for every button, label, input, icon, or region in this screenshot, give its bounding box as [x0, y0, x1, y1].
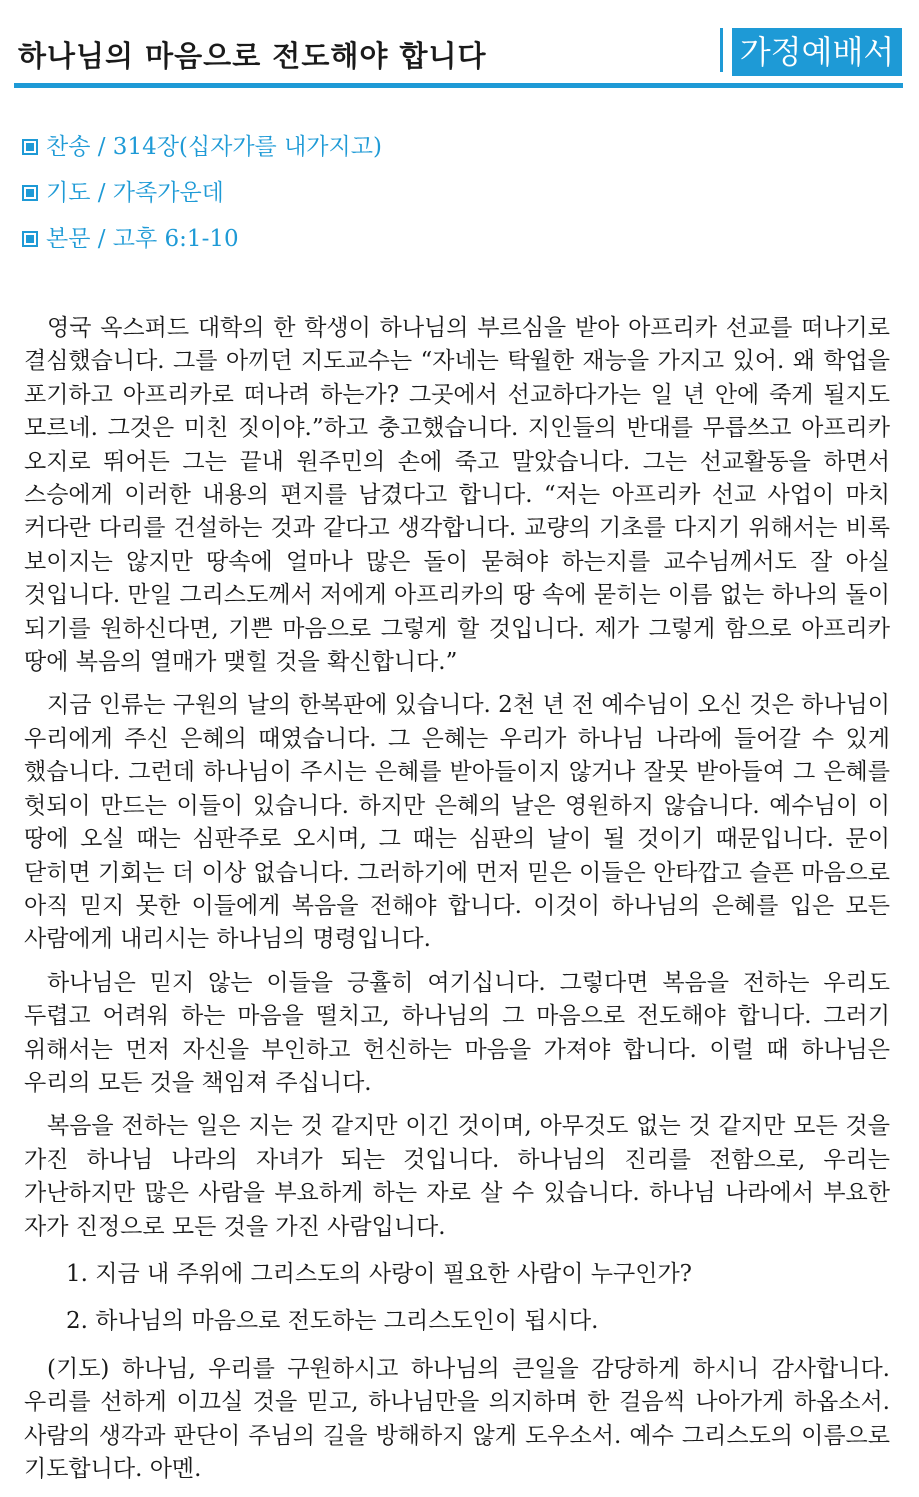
question-item: 1. 지금 내 주위에 그리스도의 사랑이 필요한 사람이 누구인가? [66, 1260, 692, 1287]
article-body [24, 312, 890, 1496]
paragraph: 하나님은 믿지 않는 이들을 긍휼히 여기십니다. 그렇다면 복음을 전하는 우리도 두렵고 어려워 하는 마음을 떨치고, 하나님의 그 마음으로 전도해야 합니다. 그러기 위해서는 먼저 자신을 부인하고 헌신하는 마음을 가져야 합니다. 이럴 때 하나님은 우리의 모든 것을 책임져 주십니다. [24, 969, 890, 1096]
meta-hymn-text: 찬송 / 314장(십자가를 내가지고) [46, 134, 382, 160]
header-divider [720, 28, 723, 72]
paragraph: 복음을 전하는 일은 지는 것 같지만 이긴 것이며, 아무것도 없는 것 같지만 모든 것을 가진 하나님 나라의 자녀가 되는 것입니다. 하나님의 진리를 전함으로, 우리는 가난하지만 많은 사람을 부요하게 하는 자로 살 수 있습니다. 하나님 나라에서 부요한 자가 진정으로 모든 것을 가진 사람입니다. [24, 1113, 890, 1240]
page-title: 하나님의 마음으로 전도해야 합니다 [18, 39, 487, 73]
paragraph: 지금 인류는 구원의 날의 한복판에 있습니다. 2천 년 전 예수님이 오신 것은 하나님이 우리에게 주신 은혜의 때였습니다. 그 은혜는 우리가 하나님 나라에 들어갈 수 있게 했습니다. 그런데 하나님이 주시는 은혜를 받아들이지 않거나 잘못 받아들여 그 은혜를 헛되이 만드는 이들이 있습니다. 하지만 은혜의 날은 영원하지 않습니다. 예수님이 이 땅에 오실 때는 심판주로 오시며, 그 때는 심판의 날이 될 것이기 때문입니다. 문이 닫히면 기회는 더 이상 없습니다. 그러하기에 먼저 믿은 이들은 안타깝고 슬픈 마음으로 아직 믿지 못한 이들에게 복음을 전해야 합니다. 이것이 하나님의 은혜를 입은 모든 사람에게 내리시는 하나님의 명령입니다. [24, 692, 890, 953]
question-item: 2. 하나님의 마음으로 전도하는 그리스도인이 됩시다. [66, 1308, 599, 1335]
meta-prayer [22, 170, 382, 216]
section-badge: 가정예배서 [732, 28, 902, 76]
meta-hymn [22, 124, 382, 170]
meta-list [22, 124, 382, 262]
square-bullet-icon [22, 139, 38, 155]
square-bullet-icon [22, 185, 38, 201]
header-rule [14, 83, 903, 88]
prayer-paragraph: (기도) 하나님, 우리를 구원하시고 하나님의 큰일을 감당하게 하시니 감사합니다. 우리를 선하게 이끄실 것을 믿고, 하나님만을 의지하며 한 걸음씩 나아가게 하옵소서. 사람의 생각과 판단이 주님의 길을 방해하지 않게 도우소서. 예수 그리스도의 이름으로 기도합니다. 아멘. [24, 1355, 890, 1482]
paragraph: 영국 옥스퍼드 대학의 한 학생이 하나님의 부르심을 받아 아프리카 선교를 떠나기로 결심했습니다. 그를 아끼던 지도교수는 “자네는 탁월한 재능을 가지고 있어. 왜 학업을 포기하고 아프리카로 떠나려 하는가? 그곳에서 선교하다가는 일 년 안에 죽게 될지도 모르네. 그것은 미친 짓이야.”하고 충고했습니다. 지인들의 반대를 무릅쓰고 아프리카 오지로 뛰어든 그는 끝내 원주민의 손에 죽고 말았습니다. 그는 선교활동을 하면서 스승에게 이러한 내용의 편지를 남겼다고 합니다. “저는 아프리카 선교 사업이 마치 커다란 다리를 건설하는 것과 같다고 생각합니다. 교량의 기초를 다지기 위해서는 비록 보이지는 않지만 땅속에 얼마나 많은 돌이 묻혀야 하는지를 교수님께서도 잘 아실 것입니다. 만일 그리스도께서 저에게 아프리카의 땅 속에 묻히는 이름 없는 하나의 돌이 되기를 원하신다면, 기쁜 마음으로 그렇게 할 것입니다. 제가 그렇게 함으로 아프리카 땅에 복음의 열매가 맺힐 것을 확신합니다.” [24, 315, 890, 676]
meta-scripture-text: 본문 / 고후 6:1-10 [46, 226, 239, 252]
square-bullet-icon [22, 231, 38, 247]
meta-prayer-text: 기도 / 가족가운데 [46, 180, 224, 206]
header [14, 22, 903, 88]
meta-scripture [22, 216, 382, 262]
